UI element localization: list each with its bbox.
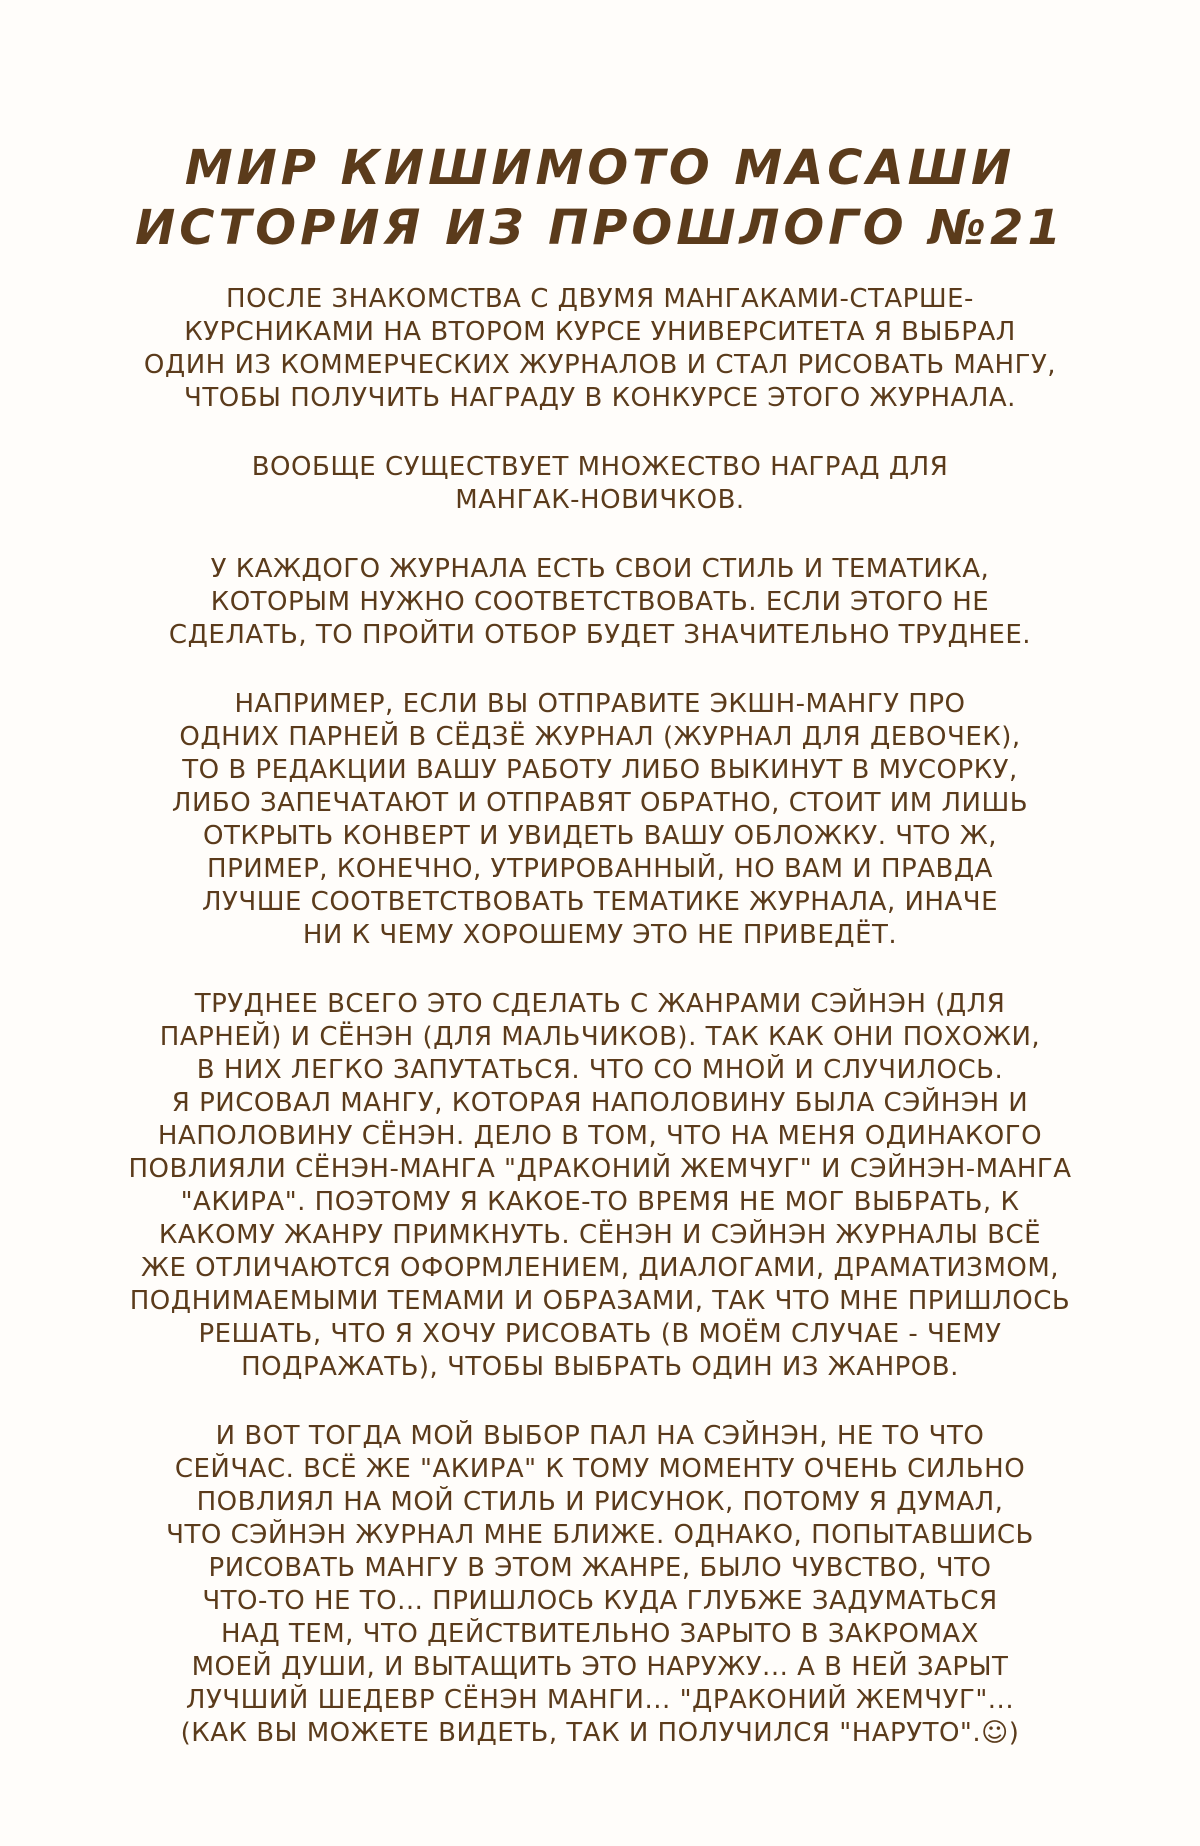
text-line: (КАК ВЫ МОЖЕТЕ ВИДЕТЬ, ТАК И ПОЛУЧИЛСЯ "НАРУТО".☺) bbox=[180, 1718, 1020, 1748]
paragraph bbox=[60, 688, 1140, 952]
text-line: ПОСЛЕ ЗНАКОМСТВА С ДВУМЯ МАНГАКАМИ-СТАРШЕ- bbox=[226, 284, 974, 314]
text-line: КАКОМУ ЖАНРУ ПРИМКНУТЬ. СЁНЭН И СЭЙНЭН ЖУРНАЛЫ ВСЁ bbox=[158, 1220, 1042, 1250]
paragraph bbox=[60, 988, 1140, 1384]
text-line: ЛУЧШЕ СООТВЕТСТВОВАТЬ ТЕМАТИКЕ ЖУРНАЛА, ИНАЧЕ bbox=[201, 887, 999, 917]
text-line: ЛИБО ЗАПЕЧАТАЮТ И ОТПРАВЯТ ОБРАТНО, СТОИТ ИМ ЛИШЬ bbox=[171, 788, 1029, 818]
title-line: МИР КИШИМОТО МАСАШИ bbox=[184, 140, 1016, 196]
body-text bbox=[60, 283, 1140, 1786]
text-line: КОТОРЫМ НУЖНО СООТВЕТСТВОВАТЬ. ЕСЛИ ЭТОГО НЕ bbox=[210, 587, 990, 617]
text-line: В НИХ ЛЕГКО ЗАПУТАТЬСЯ. ЧТО СО МНОЙ И СЛУЧИЛОСЬ. bbox=[196, 1055, 1004, 1085]
text-line: ЧТОБЫ ПОЛУЧИТЬ НАГРАДУ В КОНКУРСЕ ЭТОГО ЖУРНАЛА. bbox=[184, 383, 1016, 413]
text-line: ПОВЛИЯЛ НА МОЙ СТИЛЬ И РИСУНОК, ПОТОМУ Я ДУМАЛ, bbox=[196, 1487, 1004, 1517]
text-line: ТО В РЕДАКЦИИ ВАШУ РАБОТУ ЛИБО ВЫКИНУТ В МУСОРКУ, bbox=[182, 755, 1018, 785]
text-line: МАНГАК-НОВИЧКОВ. bbox=[455, 485, 745, 515]
text-line: ПОДРАЖАТЬ), ЧТОБЫ ВЫБРАТЬ ОДИН ИЗ ЖАНРОВ. bbox=[241, 1352, 959, 1382]
text-line: У КАЖДОГО ЖУРНАЛА ЕСТЬ СВОИ СТИЛЬ И ТЕМАТИКА, bbox=[210, 554, 990, 584]
text-line: ВООБЩЕ СУЩЕСТВУЕТ МНОЖЕСТВО НАГРАД ДЛЯ bbox=[251, 452, 949, 482]
text-line: СДЕЛАТЬ, ТО ПРОЙТИ ОТБОР БУДЕТ ЗНАЧИТЕЛЬНО ТРУДНЕЕ. bbox=[168, 620, 1032, 650]
text-line: ПАРНЕЙ) И СЁНЭН (ДЛЯ МАЛЬЧИКОВ). ТАК КАК ОНИ ПОХОЖИ, bbox=[159, 1022, 1041, 1052]
title-line: ИСТОРИЯ ИЗ ПРОШЛОГО №21 bbox=[135, 200, 1065, 256]
text-line: СЕЙЧАС. ВСЁ ЖЕ "АКИРА" К ТОМУ МОМЕНТУ ОЧЕНЬ СИЛЬНО bbox=[174, 1454, 1026, 1484]
text-line: ТРУДНЕЕ ВСЕГО ЭТО СДЕЛАТЬ С ЖАНРАМИ СЭЙНЭН (ДЛЯ bbox=[194, 989, 1006, 1019]
text-line: МОЕЙ ДУШИ, И ВЫТАЩИТЬ ЭТО НАРУЖУ... А В НЕЙ ЗАРЫТ bbox=[191, 1652, 1009, 1682]
page-title bbox=[0, 138, 1200, 258]
paragraph bbox=[60, 283, 1140, 415]
text-line: ПРИМЕР, КОНЕЧНО, УТРИРОВАННЫЙ, НО ВАМ И ПРАВДА bbox=[207, 854, 993, 884]
text-line: И ВОТ ТОГДА МОЙ ВЫБОР ПАЛ НА СЭЙНЭН, НЕ ТО ЧТО bbox=[215, 1421, 985, 1451]
text-line: ПОДНИМАЕМЫМИ ТЕМАМИ И ОБРАЗАМИ, ТАК ЧТО МНЕ ПРИШЛОСЬ bbox=[129, 1286, 1071, 1316]
text-line: РИСОВАТЬ МАНГУ В ЭТОМ ЖАНРЕ, БЫЛО ЧУВСТВО, ЧТО bbox=[208, 1553, 992, 1583]
text-line: ОДНИХ ПАРНЕЙ В СЁДЗЁ ЖУРНАЛ (ЖУРНАЛ ДЛЯ ДЕВОЧЕК), bbox=[179, 722, 1021, 752]
text-line: ПОВЛИЯЛИ СЁНЭН-МАНГА "ДРАКОНИЙ ЖЕМЧУГ" И СЭЙНЭН-МАНГА bbox=[128, 1154, 1072, 1184]
text-line: РЕШАТЬ, ЧТО Я ХОЧУ РИСОВАТЬ (В МОЁМ СЛУЧАЕ - ЧЕМУ bbox=[198, 1319, 1002, 1349]
paragraph bbox=[60, 553, 1140, 652]
text-line: НАПОЛОВИНУ СЁНЭН. ДЕЛО В ТОМ, ЧТО НА МЕНЯ ОДИНАКОГО bbox=[157, 1121, 1043, 1151]
text-line: ОТКРЫТЬ КОНВЕРТ И УВИДЕТЬ ВАШУ ОБЛОЖКУ. ЧТО Ж, bbox=[203, 821, 997, 851]
text-line: КУРСНИКАМИ НА ВТОРОМ КУРСЕ УНИВЕРСИТЕТА Я ВЫБРАЛ bbox=[184, 317, 1016, 347]
text-line: "АКИРА". ПОЭТОМУ Я КАКОЕ-ТО ВРЕМЯ НЕ МОГ ВЫБРАТЬ, К bbox=[180, 1187, 1020, 1217]
text-line: ОДИН ИЗ КОММЕРЧЕСКИХ ЖУРНАЛОВ И СТАЛ РИСОВАТЬ МАНГУ, bbox=[143, 350, 1057, 380]
paragraph bbox=[60, 451, 1140, 517]
paragraph bbox=[60, 1420, 1140, 1750]
text-line: НАПРИМЕР, ЕСЛИ ВЫ ОТПРАВИТЕ ЭКШН-МАНГУ ПРО bbox=[234, 689, 966, 719]
text-line: Я РИСОВАЛ МАНГУ, КОТОРАЯ НАПОЛОВИНУ БЫЛА СЭЙНЭН И bbox=[171, 1088, 1029, 1118]
text-line: НИ К ЧЕМУ ХОРОШЕМУ ЭТО НЕ ПРИВЕДЁТ. bbox=[302, 920, 898, 950]
text-line: НАД ТЕМ, ЧТО ДЕЙСТВИТЕЛЬНО ЗАРЫТО В ЗАКРОМАХ bbox=[221, 1619, 979, 1649]
text-line: ЖЕ ОТЛИЧАЮТСЯ ОФОРМЛЕНИЕМ, ДИАЛОГАМИ, ДРАМАТИЗМОМ, bbox=[140, 1253, 1060, 1283]
text-line: ЛУЧШИЙ ШЕДЕВР СЁНЭН МАНГИ... "ДРАКОНИЙ ЖЕМЧУГ"... bbox=[185, 1685, 1015, 1715]
text-line: ЧТО-ТО НЕ ТО... ПРИШЛОСЬ КУДА ГЛУБЖЕ ЗАДУМАТЬСЯ bbox=[202, 1586, 998, 1616]
text-line: ЧТО СЭЙНЭН ЖУРНАЛ МНЕ БЛИЖЕ. ОДНАКО, ПОПЫТАВШИСЬ bbox=[166, 1520, 1034, 1550]
